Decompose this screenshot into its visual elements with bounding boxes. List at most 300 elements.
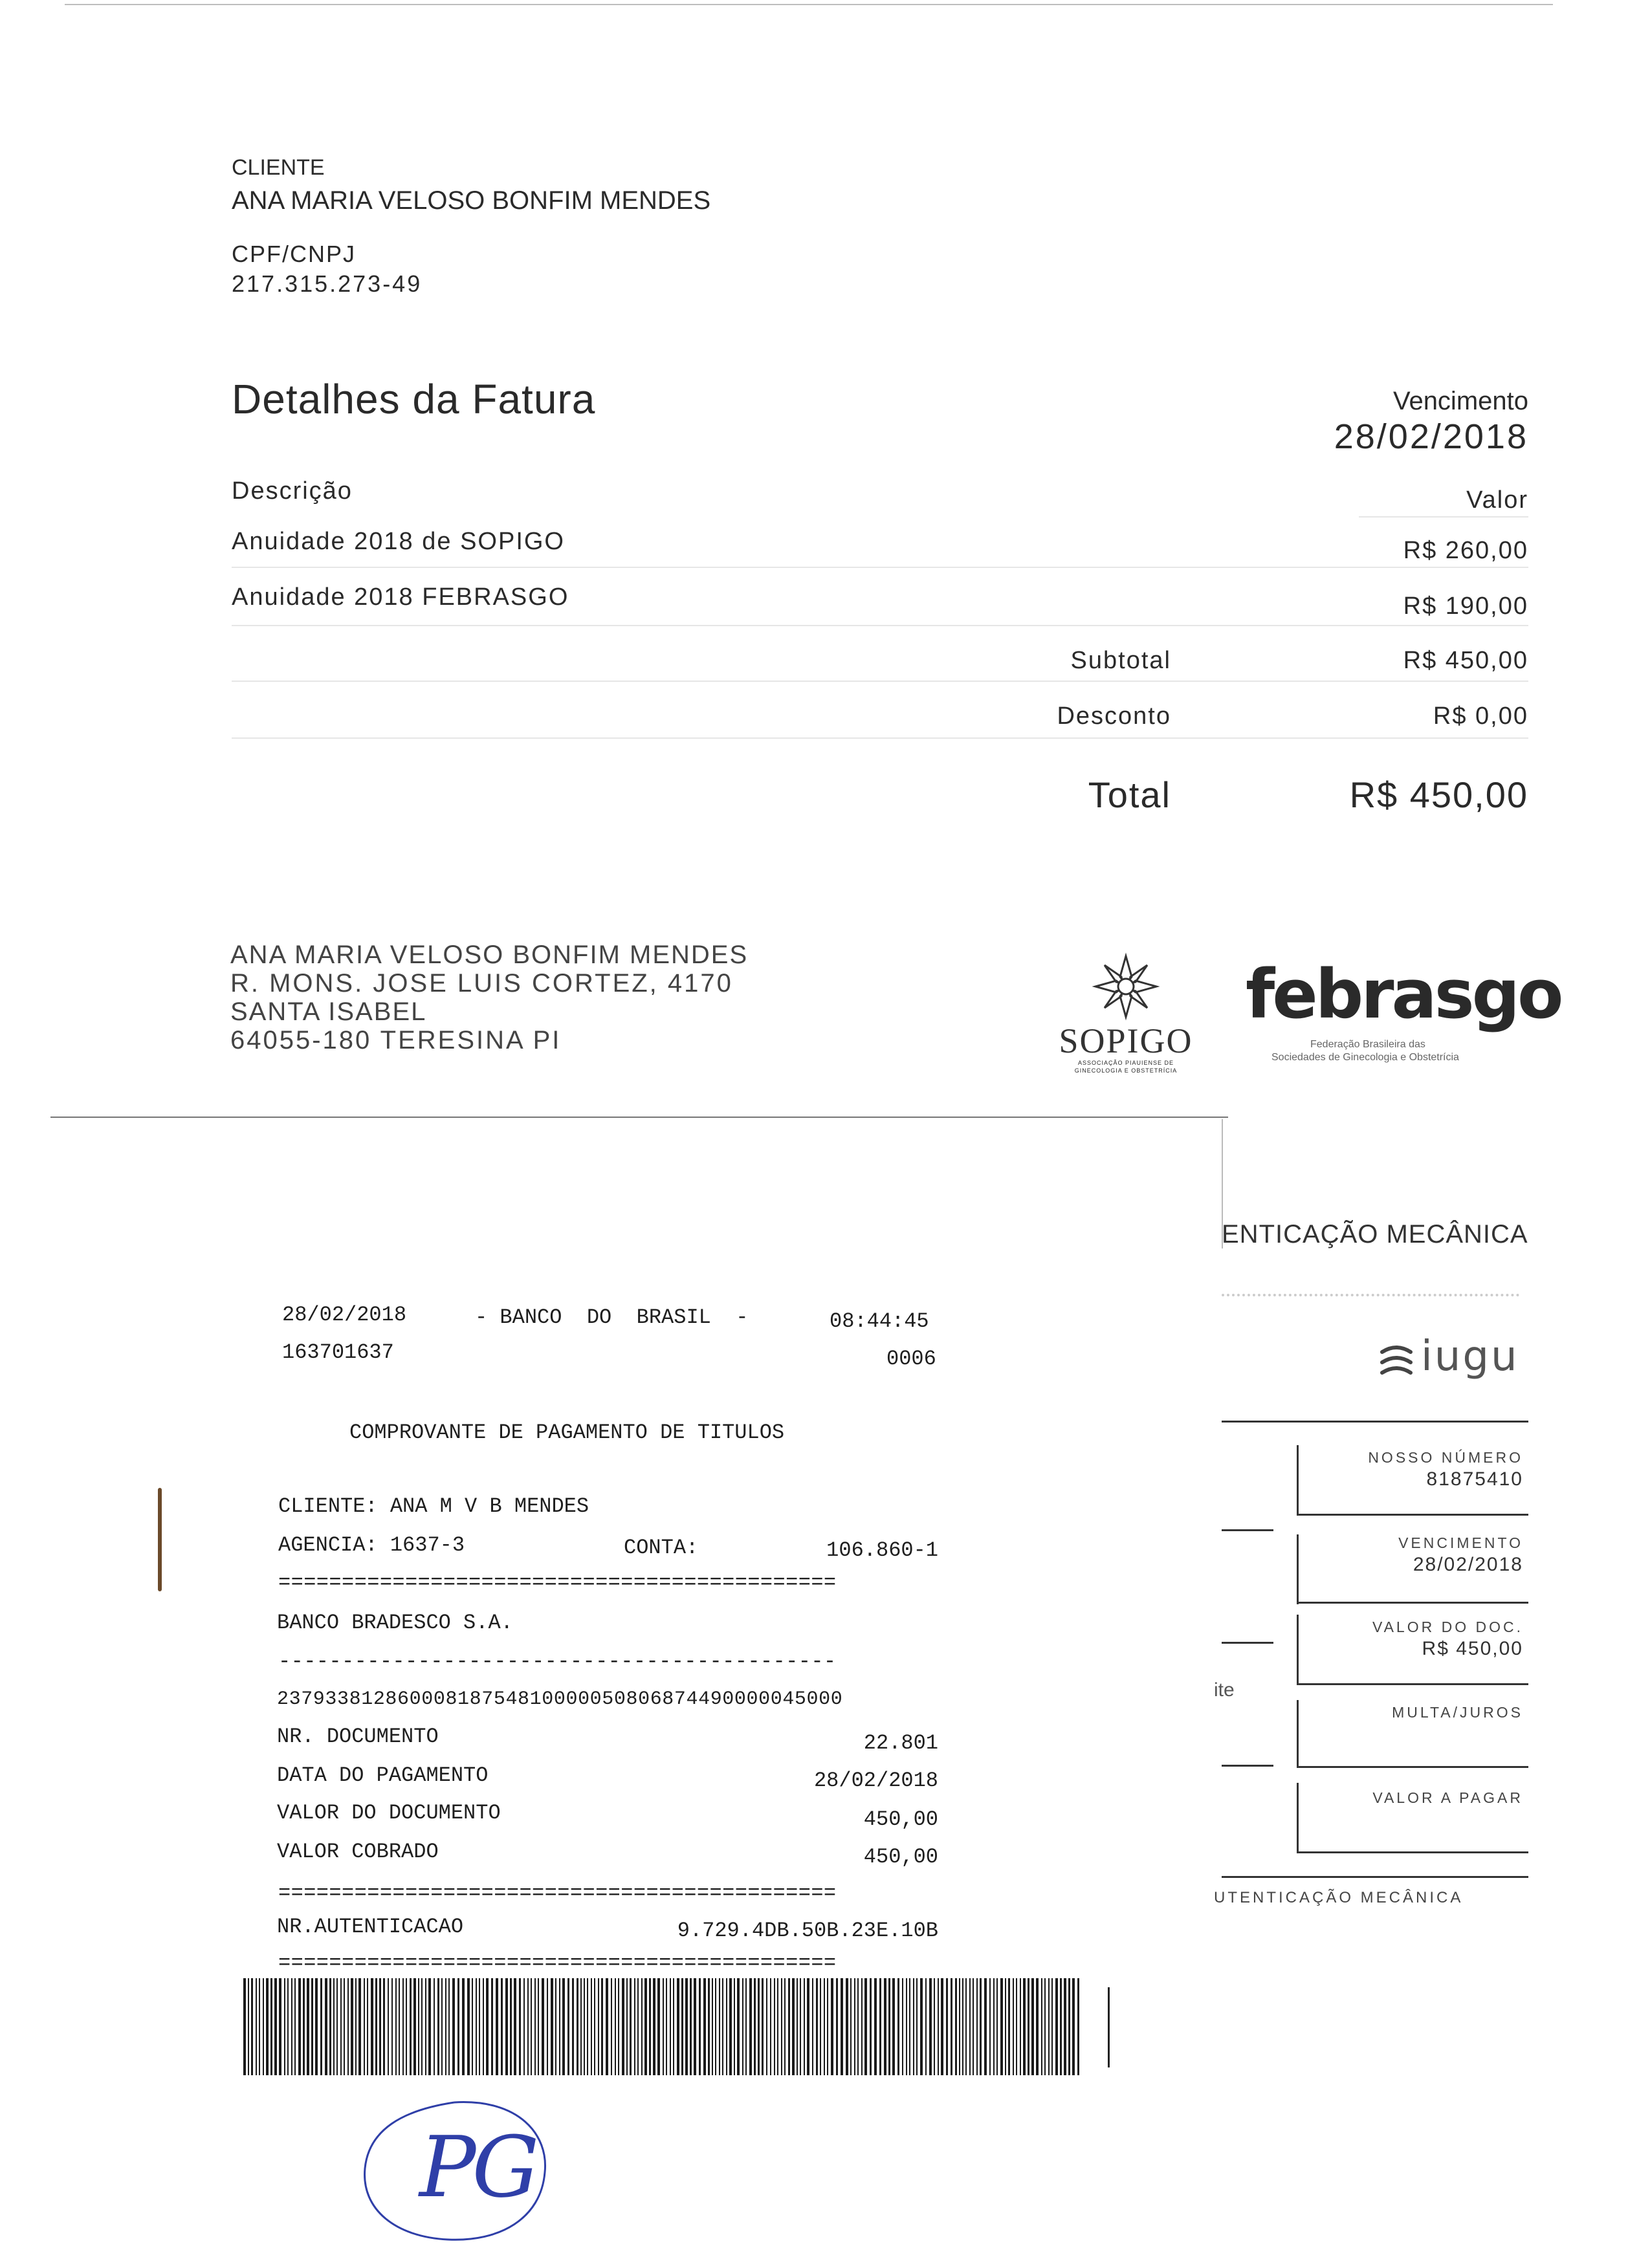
barcode-bar [298,1978,301,2075]
febrasgo-subtitle: Federação Brasileira das [1310,1039,1425,1050]
client-label: CLIENTE [232,155,325,180]
receipt-title: COMPROVANTE DE PAGAMENTO DE TITULOS [349,1421,785,1445]
barcode-bar [916,1978,918,2075]
barcode-bar [311,1978,313,2075]
febrasgo-name: febrasgo [1246,955,1561,1034]
barcode-bar [402,1978,404,2075]
barcode-bar [248,1978,249,2075]
barcode-bar [406,1978,407,2075]
barcode-bar [410,1978,412,2075]
receipt-separator: -------------------------------------------- [278,1650,837,1674]
receipt-separator: ============================================ [278,1881,837,1905]
barcode-bar [547,1978,548,2075]
receipt-doc-label: NR. DOCUMENTO [277,1725,439,1749]
boleto-line [1222,1642,1273,1644]
nosso-numero-label: NOSSO NÚMERO [1368,1449,1523,1466]
due-label: Vencimento [1392,387,1528,415]
barcode-bar [644,1978,647,2075]
barcode-bar [486,1978,489,2075]
address-street: R. MONS. JOSE LUIS CORTEZ, 4170 [230,969,733,998]
valor-doc-value: R$ 450,00 [1422,1638,1523,1659]
handwritten-initials: PG [419,2118,536,2216]
barcode-bar [758,1978,760,2075]
barcode-bar [792,1978,795,2075]
barcode-bar [857,1978,859,2075]
barcode-bar [831,1978,833,2075]
description-header: Descrição [232,477,353,505]
barcode-bar [531,1978,532,2075]
barcode-bar [996,1978,998,2075]
flower-icon [1090,951,1161,1022]
barcode-bar [861,1978,863,2075]
barcode-bar [284,1978,285,2075]
receipt-charged-value: 450,00 [863,1845,938,1869]
barcode-bar [551,1978,553,2075]
barcode-bar [719,1978,720,2075]
barcode-bar [307,1978,309,2075]
barcode-bar [777,1978,778,2075]
boleto-line [1297,1851,1528,1853]
barcode-bar [1064,1978,1066,2075]
client-name: ANA MARIA VELOSO BONFIM MENDES [232,186,711,215]
barcode-bar [351,1978,353,2075]
receipt-bank: - BANCO DO BRASIL - [475,1305,749,1329]
barcode-bar [379,1978,381,2075]
barcode-bar [1016,1978,1017,2075]
barcode-bar [383,1978,385,2075]
barcode-bar [836,1978,838,2075]
sopigo-subtitle: ASSOCIAÇÃO PIAUIENSE DE [1077,1060,1174,1066]
barcode-bar [993,1978,995,2075]
receipt-separator: ============================================ [278,1571,837,1595]
barcode-bar [938,1978,939,2075]
barcode-bar [784,1978,786,2075]
item-value: R$ 190,00 [1403,593,1528,620]
boleto-line [1222,1765,1273,1767]
barcode-bar [962,1978,963,2075]
divider [232,737,1528,739]
sopigo-logo [1048,951,1204,1074]
barcode-bar [1051,1978,1053,2075]
barcode-bar [523,1978,525,2075]
barcode-bar [797,1978,798,2075]
barcode-bar [800,1978,801,2075]
barcode-bar [946,1978,948,2075]
boleto-line [1222,1529,1273,1531]
barcode-bar [1077,1978,1079,2075]
barcode-bar [542,1978,544,2075]
receipt-doc-amount-label: VALOR DO DOCUMENTO [277,1801,501,1825]
barcode-bar [959,1978,960,2075]
barcode-bar [1013,1978,1014,2075]
barcode-bar [1028,1978,1029,2075]
barcode-bar [913,1978,914,2075]
boleto-auth-header: ENTICAÇÃO MECÂNICA [1222,1220,1528,1248]
divider [1359,516,1528,518]
barcode-bar [920,1978,923,2075]
barcode-bar [399,1978,400,2075]
address-name: ANA MARIA VELOSO BONFIM MENDES [230,941,749,969]
barcode-bar [774,1978,775,2075]
barcode-bar [572,1978,574,2075]
barcode-bar [874,1978,877,2075]
barcode-bar [434,1978,435,2075]
barcode-bar [965,1978,967,2075]
barcode-bar [737,1978,740,2075]
due-date: 28/02/2018 [1334,417,1528,456]
barcode-bar [472,1978,473,2075]
receipt-time: 08:44:45 [830,1309,929,1333]
barcode-bar [320,1978,322,2075]
handwritten-circle [357,2096,551,2246]
barcode-bar [951,1978,952,2075]
barcode-bar [279,1978,281,2075]
barcode-bar [1068,1978,1070,2075]
boleto-auth-footer: UTENTICAÇÃO MECÂNICA [1214,1889,1464,1906]
receipt-payee: BANCO BRADESCO S.A. [277,1611,513,1635]
receipt-charged-label: VALOR COBRADO [277,1840,439,1864]
barcode-bar [892,1978,895,2075]
barcode [243,1978,1123,2075]
barcode-bar [355,1978,357,2075]
barcode-bar [618,1978,619,2075]
barcode-bar [479,1978,480,2075]
barcode-bar [606,1978,608,2075]
barcode-bar [457,1978,459,2075]
barcode-bar [703,1978,706,2075]
boleto-box-left [1297,1615,1299,1685]
barcode-bar [770,1978,771,2075]
barcode-bar [505,1978,508,2075]
barcode-bar [364,1978,365,2075]
barcode-bar [781,1978,782,2075]
barcode-bar [879,1978,881,2075]
barcode-bar [388,1978,389,2075]
barcode-bar [841,1978,843,2075]
barcode-bar [657,1978,660,2075]
receipt-account-value: 106.860-1 [826,1538,938,1562]
barcode-bar [708,1978,710,2075]
barcode-bar [976,1978,978,2075]
barcode-bar [715,1978,716,2075]
barcode-bar [315,1978,318,2075]
divider [232,681,1528,682]
boleto-box-left [1297,1445,1299,1515]
barcode-bar [287,1978,289,2075]
barcode-bar [850,1978,852,2075]
barcode-bar [816,1978,818,2075]
barcode-bar [418,1978,419,2075]
barcode-bar [1055,1978,1058,2075]
boleto-partial-text: ite [1214,1679,1235,1701]
barcode-bar [824,1978,825,2075]
barcode-bar [897,1978,899,2075]
barcode-bar [766,1978,767,2075]
barcode-bar [807,1978,809,2075]
barcode-bar [452,1978,455,2075]
barcode-bar [555,1978,556,2075]
boleto-line [1222,1876,1528,1878]
barcode-edge [1108,1987,1110,2067]
address-district: SANTA ISABEL [230,998,427,1026]
barcode-bar [391,1978,393,2075]
barcode-bar [538,1978,539,2075]
barcode-bar [685,1978,688,2075]
iugu-logo [1377,1333,1532,1384]
sopigo-subtitle: GINECOLOGIA E OBSTETRÍCIA [1074,1067,1178,1074]
valor-doc-label: VALOR DO DOC. [1372,1619,1523,1635]
barcode-bar [428,1978,431,2075]
barcode-bar [712,1978,713,2075]
vencimento-value: 28/02/2018 [1413,1554,1523,1575]
barcode-bar [594,1978,595,2075]
barcode-bar [266,1978,269,2075]
barcode-bar [641,1978,643,2075]
barcode-bar [395,1978,397,2075]
barcode-bar [649,1978,651,2075]
barcode-bar [510,1978,512,2075]
barcode-bar [699,1978,701,2075]
value-header: Valor [1466,486,1528,514]
barcode-bar [630,1978,632,2075]
barcode-bar [820,1978,821,2075]
barcode-bar [501,1978,503,2075]
boleto-line [1222,1421,1528,1423]
receipt-client: CLIENTE: ANA M V B MENDES [278,1494,589,1518]
barcode-bar [1072,1978,1075,2075]
barcode-bar [754,1978,756,2075]
barcode-bar [734,1978,735,2075]
barcode-bar [1044,1978,1046,2075]
barcode-bar [534,1978,536,2075]
barcode-bar [906,1978,907,2075]
barcode-bar [925,1978,927,2075]
barcode-bar [846,1978,848,2075]
boleto-line [1297,1514,1528,1516]
boleto-line [1297,1683,1528,1685]
subtotal-label: Subtotal [1070,647,1171,674]
barcode-bar [371,1978,373,2075]
barcode-bar [626,1978,628,2075]
barcode-bar [483,1978,484,2075]
boleto-line [1297,1602,1528,1604]
barcode-bar [251,1978,253,2075]
receipt-separator: ============================================ [278,1951,837,1975]
barcode-bar [1060,1978,1062,2075]
febrasgo-subtitle: Sociedades de Ginecologia e Obstetrícia [1271,1052,1459,1063]
barcode-bar [591,1978,592,2075]
barcode-bar [496,1978,498,2075]
receipt-auth-label: NR.AUTENTICACAO [277,1915,464,1939]
barcode-bar [367,1978,368,2075]
barcode-bar [611,1978,612,2075]
barcode-bar [567,1978,569,2075]
barcode-bar [653,1978,655,2075]
boleto-line [1297,1766,1528,1768]
barcode-bar [448,1978,450,2075]
invoice-title: Detalhes da Fatura [232,376,596,422]
barcode-bar [1041,1978,1042,2075]
barcode-bar [259,1978,260,2075]
receipt-terminal: 0006 [886,1347,936,1371]
barcode-bar [294,1978,296,2075]
boleto-box-left [1297,1700,1299,1767]
barcode-bar [637,1978,639,2075]
barcode-bar [804,1978,805,2075]
barcode-bar [1031,1978,1034,2075]
barcode-bar [677,1978,679,2075]
barcode-bar [413,1978,416,2075]
barcode-bar [984,1978,987,2075]
subtotal-value: R$ 450,00 [1403,647,1528,674]
barcode-bar [476,1978,477,2075]
barcode-bar [340,1978,342,2075]
barcode-bar [742,1978,743,2075]
barcode-bar [584,1978,585,2075]
barcode-bar [445,1978,446,2075]
boleto-box-left [1297,1783,1299,1853]
barcode-bar [670,1978,671,2075]
pen-mark [158,1488,162,1591]
receipt-agency: AGENCIA: 1637-3 [278,1533,465,1557]
barcode-bar [726,1978,727,2075]
discount-value: R$ 0,00 [1433,703,1528,730]
barcode-bar [681,1978,683,2075]
barcode-bar [291,1978,292,2075]
boleto-box-left [1297,1534,1299,1604]
barcode-bar [888,1978,890,2075]
barcode-bar [812,1978,813,2075]
barcode-bar [437,1978,439,2075]
receipt-account-label: CONTA: [624,1536,699,1560]
barcode-bar [762,1978,764,2075]
sopigo-name: SOPIGO [1059,1021,1193,1060]
receipt-auth-value: 9.729.4DB.50B.23E.10B [677,1919,938,1943]
iugu-name: iugu [1421,1333,1519,1380]
receipt-barcode-number: 23793381286000818754810000050806874490000045000 [277,1688,843,1710]
barcode-bar [562,1978,565,2075]
item-description: Anuidade 2018 FEBRASGO [232,583,569,611]
barcode-bar [969,1978,971,2075]
barcode-bar [270,1978,272,2075]
divider [232,567,1528,568]
barcode-bar [690,1978,692,2075]
item-description: Anuidade 2018 de SOPIGO [232,528,565,555]
barcode-bar [344,1978,345,2075]
barcode-bar [666,1978,667,2075]
address-city: 64055-180 TERESINA PI [230,1026,562,1054]
barcode-bar [347,1978,349,2075]
barcode-bar [902,1978,903,2075]
barcode-bar [256,1978,257,2075]
item-value: R$ 260,00 [1403,537,1528,564]
scan-edge-top [65,4,1553,5]
receipt-top-edge [50,1117,1228,1118]
receipt-pay-date-value: 28/02/2018 [813,1769,938,1793]
barcode-bar [722,1978,723,2075]
barcode-bar [973,1978,974,2075]
barcode-bar [333,1978,335,2075]
barcode-bar [358,1978,361,2075]
barcode-bar [467,1978,470,2075]
barcode-bar [514,1978,516,2075]
barcode-bar [622,1978,624,2075]
barcode-bar [729,1978,732,2075]
barcode-bar [519,1978,521,2075]
barcode-bar [441,1978,443,2075]
barcode-bar [587,1978,588,2075]
barcode-bar [1048,1978,1050,2075]
barcode-bar [598,1978,599,2075]
barcode-bar [303,1978,305,2075]
barcode-bar [694,1978,696,2075]
barcode-bar [274,1978,277,2075]
barcode-bar [615,1978,616,2075]
barcode-bar [854,1978,855,2075]
barcode-bar [577,1978,578,2075]
barcode-bar [425,1978,426,2075]
receipt-doc-amount-value: 450,00 [863,1807,938,1831]
barcode-bar [375,1978,377,2075]
barcode-bar [1020,1978,1021,2075]
barcode-bar [1008,1978,1010,2075]
receipt-pay-date-label: DATA DO PAGAMENTO [277,1763,489,1787]
discount-label: Desconto [1057,703,1171,730]
barcode-bar [421,1978,423,2075]
receipt-date: 28/02/2018 [282,1303,407,1327]
cpf-label: CPF/CNPJ [232,241,357,267]
barcode-bar [929,1978,932,2075]
barcode-bar [559,1978,560,2075]
receipt-doc-value: 22.801 [863,1731,938,1755]
barcode-bar [864,1978,867,2075]
barcode-bar [1005,1978,1006,2075]
barcode-bar [827,1978,828,2075]
cpf-value: 217.315.273-49 [232,270,423,297]
barcode-bar [673,1978,674,2075]
total-label: Total [1088,774,1171,815]
barcode-bar [909,1978,910,2075]
barcode-bar [955,1978,957,2075]
vencimento-label: VENCIMENTO [1398,1534,1523,1551]
barcode-bar [491,1978,493,2075]
barcode-bar [870,1978,872,2075]
barcode-bar [336,1978,338,2075]
barcode-bar [634,1978,635,2075]
barcode-bar [788,1978,790,2075]
multa-label: MULTA/JUROS [1392,1704,1523,1721]
barcode-bar [1036,1978,1039,2075]
barcode-bar [329,1978,331,2075]
barcode-bar [601,1978,603,2075]
barcode-bar [884,1978,886,2075]
barcode-bar [580,1978,582,2075]
total-value: R$ 450,00 [1349,774,1528,815]
barcode-bar [989,1978,991,2075]
dotted-separator [1222,1294,1519,1296]
barcode-bar [325,1978,327,2075]
barcode-bar [1023,1978,1026,2075]
barcode-bar [934,1978,935,2075]
barcode-bar [527,1978,529,2075]
barcode-bar [941,1978,943,2075]
iugu-icon [1377,1339,1416,1378]
barcode-bar [745,1978,747,2075]
barcode-bar [1000,1978,1003,2075]
febrasgo-logo [1233,955,1561,1078]
barcode-bar [263,1978,264,2075]
barcode-bar [243,1978,246,2075]
